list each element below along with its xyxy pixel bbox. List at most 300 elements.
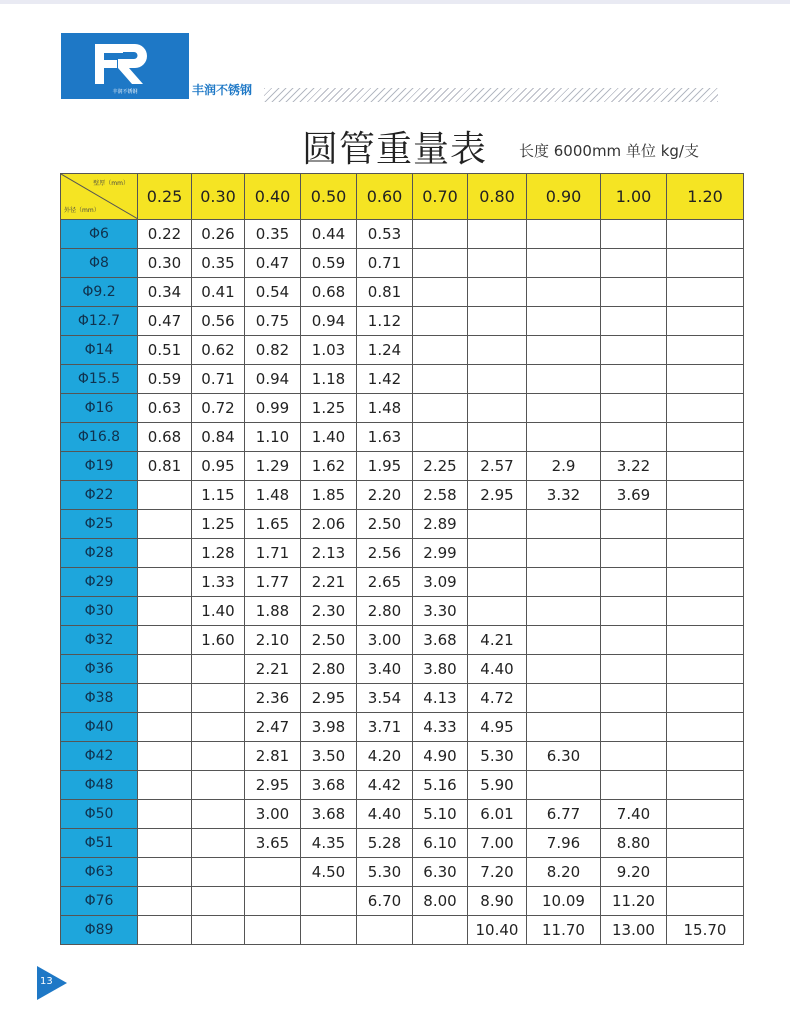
table-cell [601,771,667,800]
row-label: Φ12.7 [61,307,138,336]
table-row [61,452,744,481]
table-cell: 1.62 [301,452,357,481]
table-cell [601,568,667,597]
row-label: Φ76 [61,887,138,916]
table-cell: 6.30 [413,858,468,887]
table-cell: 1.63 [357,423,413,452]
brand-name: 丰润不锈钢 [192,83,253,97]
table-row [61,829,744,858]
table-cell [468,597,527,626]
table-row [61,858,744,887]
table-cell: 1.40 [301,423,357,452]
table-cell: 1.40 [192,597,245,626]
table-cell: 2.47 [245,713,301,742]
table-cell [667,655,744,684]
table-cell: 3.54 [357,684,413,713]
table-cell: 5.30 [468,742,527,771]
table-row [61,887,744,916]
table-cell [667,597,744,626]
table-cell: 3.69 [601,481,667,510]
table-cell [245,916,301,945]
table-cell: 1.28 [192,539,245,568]
table-cell [138,568,192,597]
table-cell: 2.80 [357,597,413,626]
table-cell [413,365,468,394]
table-cell: 2.06 [301,510,357,539]
table-cell: 0.94 [301,307,357,336]
table-cell: 2.95 [245,771,301,800]
header-row [61,174,744,220]
table-cell: 3.32 [527,481,601,510]
table-row [61,713,744,742]
table-cell: 2.80 [301,655,357,684]
table-cell [601,510,667,539]
table-row [61,742,744,771]
table-cell [667,278,744,307]
table-cell: 2.30 [301,597,357,626]
table-cell [667,423,744,452]
table-cell [138,626,192,655]
column-header: 0.70 [413,174,468,220]
table-cell [667,452,744,481]
table-cell: 1.42 [357,365,413,394]
table-cell: 4.72 [468,684,527,713]
table-cell: 2.99 [413,539,468,568]
table-row [61,568,744,597]
table-row [61,539,744,568]
column-header: 0.40 [245,174,301,220]
table-cell [413,249,468,278]
table-cell: 8.90 [468,887,527,916]
table-cell: 0.68 [301,278,357,307]
table-row [61,655,744,684]
table-cell: 0.56 [192,307,245,336]
table-cell: 1.85 [301,481,357,510]
table-cell: 0.95 [192,452,245,481]
table-row [61,249,744,278]
row-label: Φ8 [61,249,138,278]
table-cell [667,684,744,713]
column-header: 0.80 [468,174,527,220]
table-cell: 5.90 [468,771,527,800]
table-cell [468,510,527,539]
table-cell: 15.70 [667,916,744,945]
row-label: Φ42 [61,742,138,771]
table-cell: 0.94 [245,365,301,394]
table-cell: 0.72 [192,394,245,423]
table-cell [527,626,601,655]
table-cell [138,800,192,829]
table-cell [667,713,744,742]
table-cell [192,684,245,713]
table-cell [138,597,192,626]
table-cell: 6.01 [468,800,527,829]
table-cell [527,568,601,597]
table-cell [601,220,667,249]
table-cell: 2.20 [357,481,413,510]
table-cell: 1.10 [245,423,301,452]
table-cell: 10.09 [527,887,601,916]
table-cell: 0.54 [245,278,301,307]
table-cell: 1.77 [245,568,301,597]
table-cell: 2.65 [357,568,413,597]
table-cell [413,307,468,336]
table-cell: 8.00 [413,887,468,916]
table-cell [138,858,192,887]
table-cell: 4.90 [413,742,468,771]
table-cell [667,394,744,423]
row-label: Φ16.8 [61,423,138,452]
table-cell [601,684,667,713]
table-cell [468,394,527,423]
table-cell: 0.30 [138,249,192,278]
table-cell [601,336,667,365]
table-cell [667,887,744,916]
column-header: 0.50 [301,174,357,220]
table-cell [245,887,301,916]
table-cell [527,365,601,394]
table-cell [301,887,357,916]
table-cell: 3.68 [301,771,357,800]
table-cell: 1.95 [357,452,413,481]
table-cell [667,510,744,539]
table-cell: 1.15 [192,481,245,510]
table-cell [192,800,245,829]
table-cell: 1.12 [357,307,413,336]
row-label: Φ32 [61,626,138,655]
table-cell [357,916,413,945]
table-cell: 4.40 [468,655,527,684]
table-cell: 0.44 [301,220,357,249]
table-cell [667,742,744,771]
table-cell: 3.71 [357,713,413,742]
table-cell: 1.25 [301,394,357,423]
row-label: Φ40 [61,713,138,742]
table-cell [527,336,601,365]
table-cell: 5.28 [357,829,413,858]
corner-bottom-label: 外径（mm） [64,207,100,214]
table-cell [601,394,667,423]
row-label: Φ25 [61,510,138,539]
table-cell: 0.53 [357,220,413,249]
weight-table [60,173,744,945]
table-cell: 0.59 [301,249,357,278]
row-label: Φ9.2 [61,278,138,307]
table-row [61,336,744,365]
table-cell: 0.34 [138,278,192,307]
table-cell [601,539,667,568]
table-cell: 1.71 [245,539,301,568]
hatch-decoration [264,88,718,102]
table-cell [468,365,527,394]
table-cell: 3.00 [245,800,301,829]
table-row [61,771,744,800]
table-cell: 0.59 [138,365,192,394]
table-cell: 3.80 [413,655,468,684]
table-cell: 4.95 [468,713,527,742]
table-cell [192,713,245,742]
top-border [0,0,790,4]
table-cell: 4.42 [357,771,413,800]
table-cell: 6.30 [527,742,601,771]
table-cell [138,742,192,771]
table-cell: 9.20 [601,858,667,887]
row-label: Φ36 [61,655,138,684]
table-cell [527,655,601,684]
table-cell: 5.10 [413,800,468,829]
table-cell [667,539,744,568]
column-header: 0.60 [357,174,413,220]
table-cell: 1.48 [245,481,301,510]
table-cell: 3.65 [245,829,301,858]
table-cell: 3.09 [413,568,468,597]
table-cell [192,655,245,684]
table-cell [138,481,192,510]
row-label: Φ14 [61,336,138,365]
table-cell [468,278,527,307]
table-cell [245,858,301,887]
table-cell: 0.26 [192,220,245,249]
table-cell [527,539,601,568]
table-cell: 6.70 [357,887,413,916]
table-cell [468,539,527,568]
logo-mark-icon [61,33,189,99]
table-cell [138,713,192,742]
table-cell [527,713,601,742]
table-cell: 1.33 [192,568,245,597]
table-cell [468,568,527,597]
table-cell [413,423,468,452]
table-row [61,307,744,336]
table-cell: 0.82 [245,336,301,365]
table-cell [601,597,667,626]
table-cell: 2.50 [301,626,357,655]
table-cell [468,423,527,452]
table-cell [527,249,601,278]
table-cell [527,510,601,539]
table-cell [138,887,192,916]
table-cell: 2.81 [245,742,301,771]
table-cell [192,916,245,945]
table-cell: 13.00 [601,916,667,945]
table-cell: 1.65 [245,510,301,539]
row-label: Φ22 [61,481,138,510]
table-cell: 1.48 [357,394,413,423]
table-cell [138,655,192,684]
table-cell [601,423,667,452]
table-cell [192,829,245,858]
table-cell [527,771,601,800]
table-cell: 4.33 [413,713,468,742]
table-cell [192,742,245,771]
table-cell: 0.84 [192,423,245,452]
table-cell: 1.24 [357,336,413,365]
table-cell: 2.89 [413,510,468,539]
table-row [61,365,744,394]
table-cell [667,771,744,800]
table-cell [667,829,744,858]
column-header: 1.00 [601,174,667,220]
table-cell [527,278,601,307]
table-cell: 11.70 [527,916,601,945]
table-cell: 0.41 [192,278,245,307]
table-cell: 7.20 [468,858,527,887]
table-cell [601,249,667,278]
row-label: Φ30 [61,597,138,626]
table-cell: 4.50 [301,858,357,887]
corner-cell [61,174,138,220]
table-cell: 1.25 [192,510,245,539]
table-row [61,597,744,626]
row-label: Φ19 [61,452,138,481]
corner-top-label: 壁厚（mm） [93,180,129,187]
table-cell: 2.10 [245,626,301,655]
page-subtitle: 长度 6000mm 单位 kg/支 [519,142,699,160]
table-cell [667,858,744,887]
table-row [61,800,744,829]
table-cell: 2.57 [468,452,527,481]
table-cell: 1.03 [301,336,357,365]
table-cell: 0.47 [245,249,301,278]
table-cell: 3.98 [301,713,357,742]
table-cell [301,916,357,945]
table-cell: 2.56 [357,539,413,568]
table-cell [138,539,192,568]
table-cell: 0.22 [138,220,192,249]
table-cell: 5.30 [357,858,413,887]
logo-caption: 丰润不锈钢 [112,89,138,95]
table-cell: 0.75 [245,307,301,336]
table-cell [468,249,527,278]
table-cell: 0.35 [192,249,245,278]
table-cell [667,307,744,336]
column-header: 0.90 [527,174,601,220]
table-cell: 7.00 [468,829,527,858]
table-cell [667,365,744,394]
table-cell: 3.50 [301,742,357,771]
table-cell: 3.68 [413,626,468,655]
table-cell: 2.95 [468,481,527,510]
table-cell: 4.13 [413,684,468,713]
table-cell: 11.20 [601,887,667,916]
table-cell [138,829,192,858]
table-cell: 6.10 [413,829,468,858]
row-label: Φ38 [61,684,138,713]
table-cell: 0.51 [138,336,192,365]
column-header: 0.30 [192,174,245,220]
table-cell: 7.96 [527,829,601,858]
table-cell [667,220,744,249]
table-cell: 0.71 [357,249,413,278]
table-row [61,626,744,655]
column-header: 1.20 [667,174,744,220]
table-cell [601,365,667,394]
table-cell: 2.13 [301,539,357,568]
table-cell: 0.47 [138,307,192,336]
table-row [61,510,744,539]
row-label: Φ51 [61,829,138,858]
table-cell: 4.40 [357,800,413,829]
table-cell: 2.36 [245,684,301,713]
table-cell: 1.29 [245,452,301,481]
table-cell [601,713,667,742]
table-cell [192,771,245,800]
page-number: 13 [40,976,53,987]
table-cell [667,481,744,510]
row-label: Φ28 [61,539,138,568]
table-cell [667,249,744,278]
table-cell [527,394,601,423]
row-label: Φ16 [61,394,138,423]
table-cell [413,278,468,307]
table-row [61,278,744,307]
table-cell [527,423,601,452]
row-label: Φ63 [61,858,138,887]
table-cell: 0.62 [192,336,245,365]
table-cell: 6.77 [527,800,601,829]
table-cell: 0.63 [138,394,192,423]
table-cell: 0.81 [138,452,192,481]
table-row [61,481,744,510]
brand-logo [61,33,189,99]
table-cell [527,597,601,626]
table-cell: 8.20 [527,858,601,887]
row-label: Φ50 [61,800,138,829]
table-cell [468,220,527,249]
table-cell: 4.21 [468,626,527,655]
table-cell [667,626,744,655]
table-cell [192,858,245,887]
table-cell: 2.58 [413,481,468,510]
page-title: 圆管重量表 [302,129,488,170]
table-cell [138,510,192,539]
table-cell: 0.99 [245,394,301,423]
table-cell: 1.60 [192,626,245,655]
table-cell [413,394,468,423]
table-cell [413,916,468,945]
table-cell: 3.30 [413,597,468,626]
table-cell: 4.35 [301,829,357,858]
table-cell [413,336,468,365]
table-cell: 1.88 [245,597,301,626]
table-cell: 3.68 [301,800,357,829]
table-cell: 3.00 [357,626,413,655]
table-cell: 2.21 [245,655,301,684]
table-cell: 2.9 [527,452,601,481]
table-cell: 10.40 [468,916,527,945]
table-row [61,916,744,945]
table-cell [138,916,192,945]
table-cell: 0.68 [138,423,192,452]
row-label: Φ89 [61,916,138,945]
column-header: 0.25 [138,174,192,220]
table-cell: 4.20 [357,742,413,771]
table-cell [667,336,744,365]
table-cell: 2.21 [301,568,357,597]
table-cell [601,307,667,336]
table-cell [468,307,527,336]
table-cell [601,655,667,684]
table-row [61,220,744,249]
table-row [61,394,744,423]
table-row [61,684,744,713]
table-cell: 2.50 [357,510,413,539]
row-label: Φ29 [61,568,138,597]
table-cell: 3.40 [357,655,413,684]
table-cell [667,800,744,829]
table-cell [601,742,667,771]
table-cell [468,336,527,365]
